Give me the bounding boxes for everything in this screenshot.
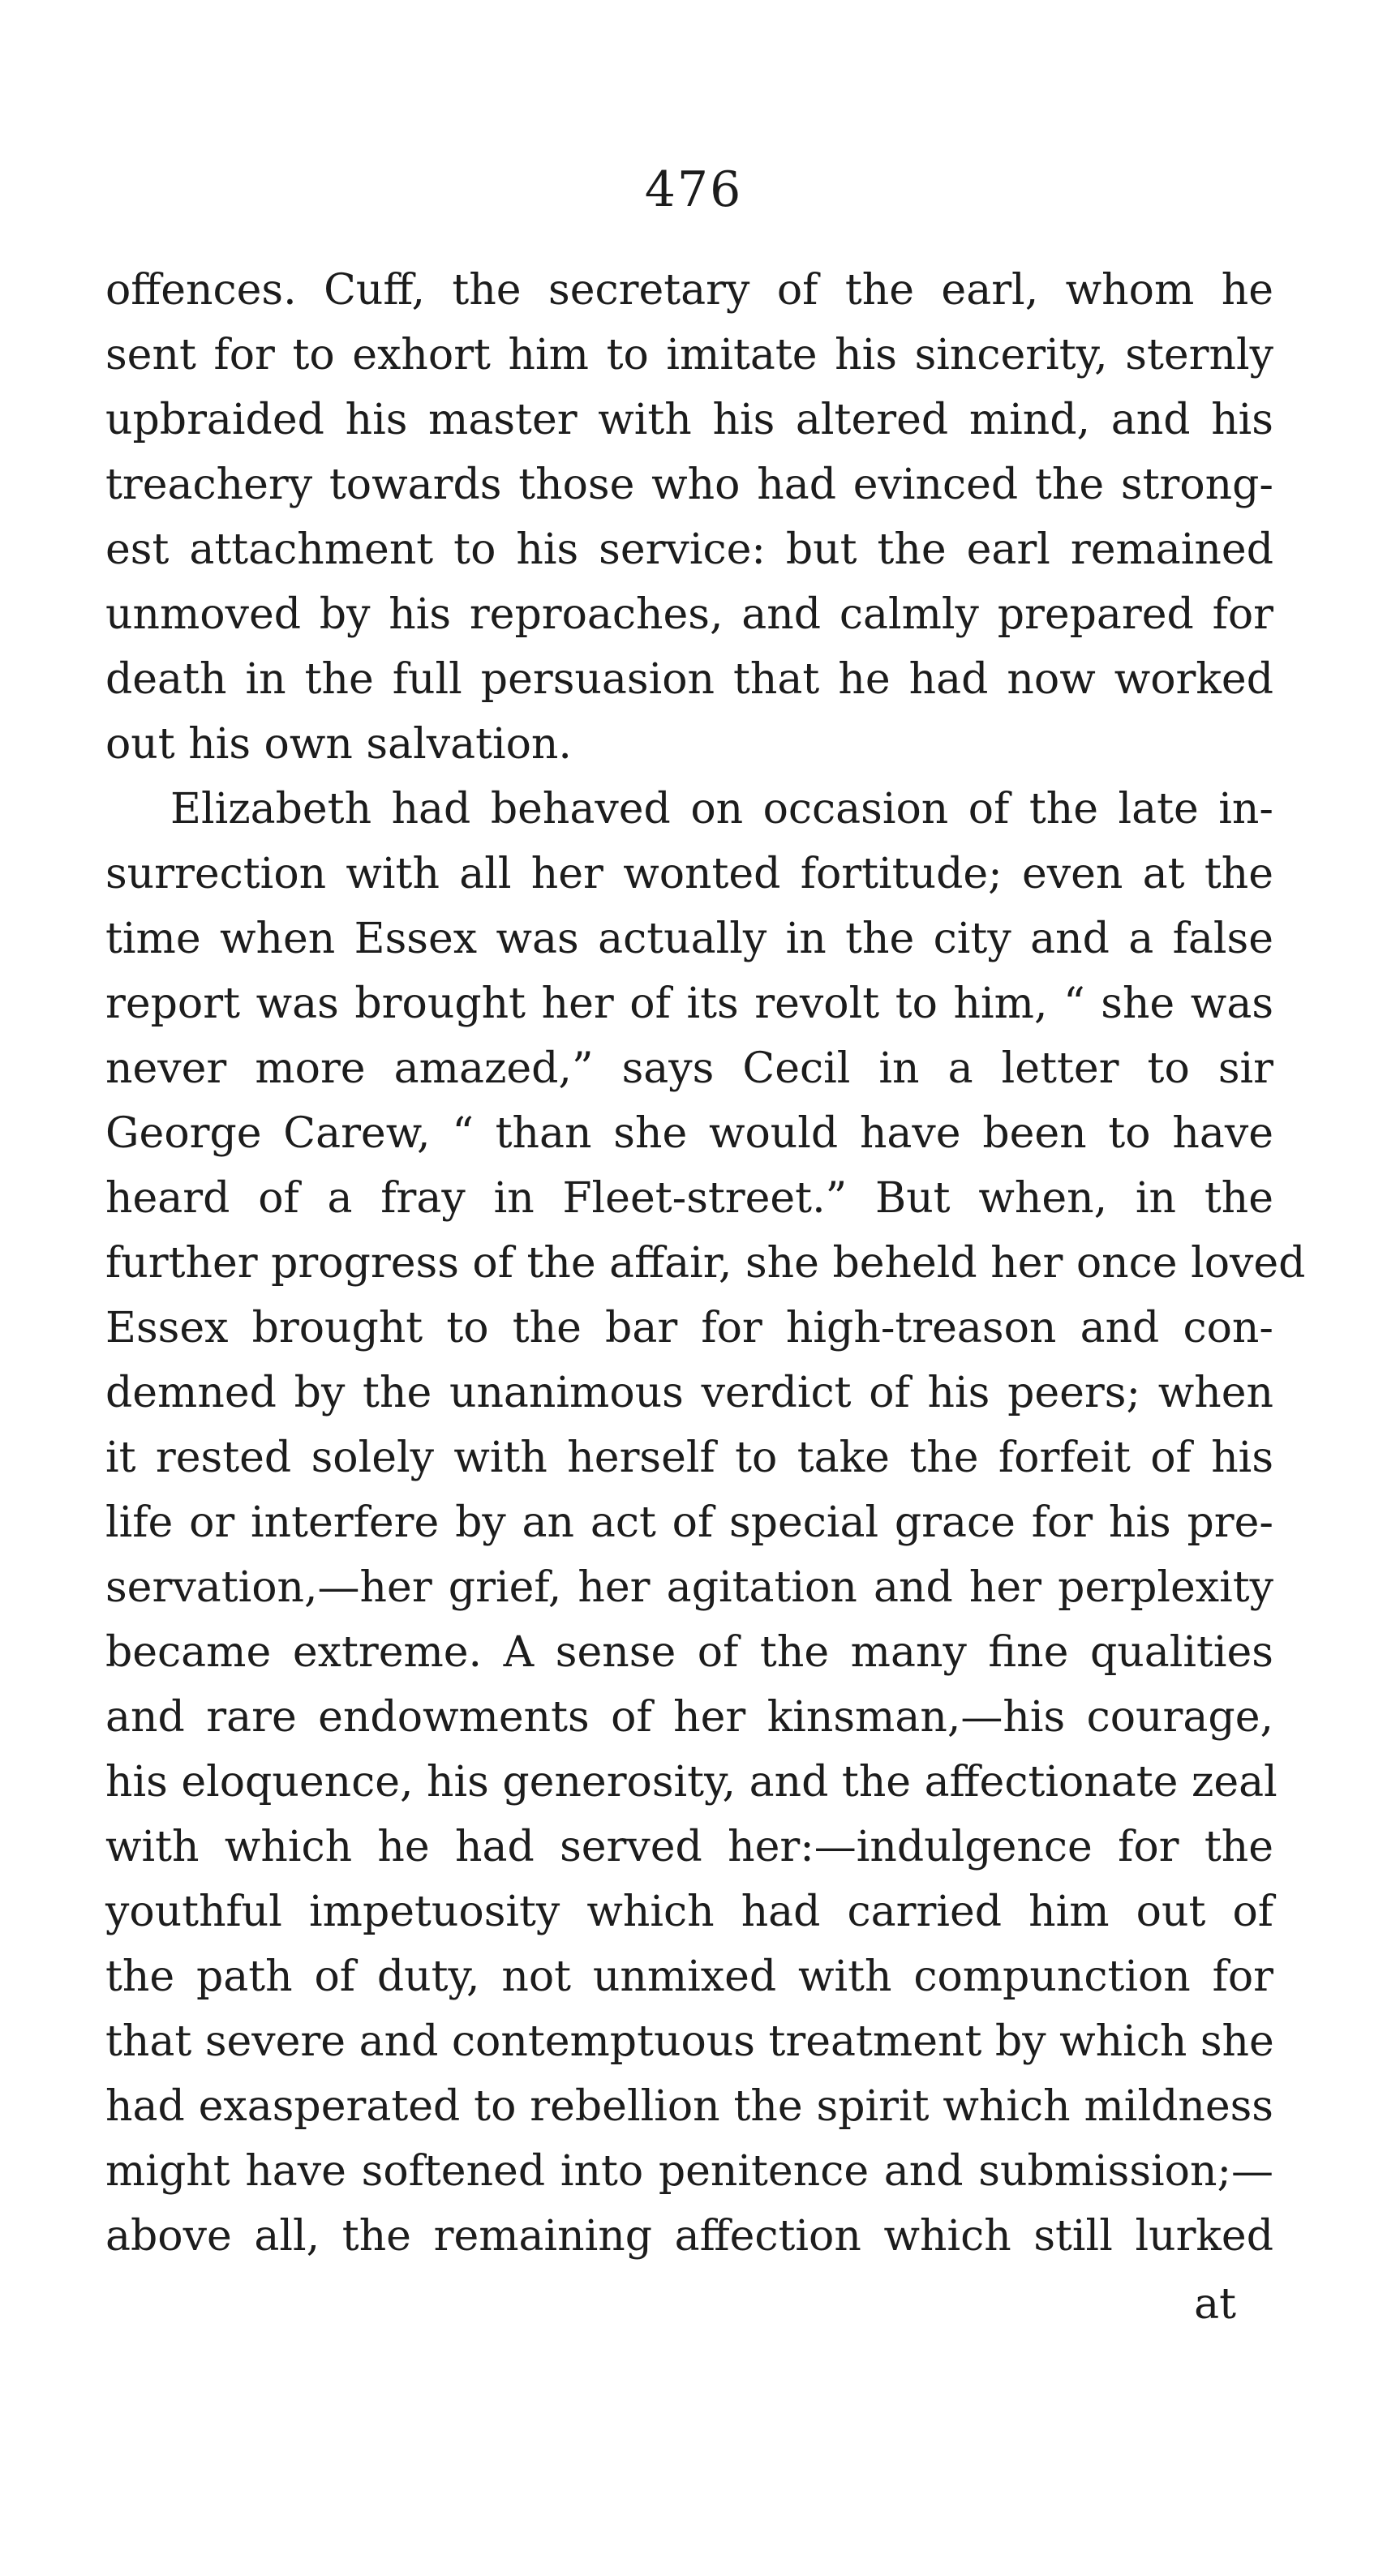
text-line: and rare endowments of her kinsman,—his courage, bbox=[105, 1693, 1273, 1742]
text-line: surrection with all her wonted fortitude; even at the bbox=[105, 850, 1273, 898]
text-line: youthful impetuosity which had carried him out of bbox=[105, 1888, 1273, 1936]
text-line: with which he had served her:—indulgence for the bbox=[105, 1823, 1273, 1871]
text-line: out his own salvation. bbox=[105, 720, 572, 769]
text-line: George Carew, “ than she would have been to have bbox=[105, 1109, 1273, 1158]
text-line: never more amazed,” says Cecil in a letter to sir bbox=[105, 1044, 1273, 1093]
text-line: above all, the remaining affection which still lurked bbox=[105, 2212, 1273, 2261]
text-line: demned by the unanimous verdict of his peers; when bbox=[105, 1369, 1273, 1417]
text-line: his eloquence, his generosity, and the affectionate zeal bbox=[105, 1758, 1278, 1807]
text-line: treachery towards those who had evinced the strong- bbox=[105, 461, 1273, 509]
text-line: it rested solely with herself to take the forfeit of his bbox=[105, 1434, 1273, 1482]
text-line: became extreme. A sense of the many fine qualities bbox=[105, 1628, 1273, 1677]
text-line: the path of duty, not unmixed with compunction for bbox=[105, 1952, 1273, 2001]
page-number: 476 bbox=[644, 161, 743, 218]
paragraph-1 bbox=[105, 258, 1273, 777]
text-line: unmoved by his reproaches, and calmly prepared for bbox=[105, 590, 1273, 639]
text-line: time when Essex was actually in the city and a false bbox=[105, 915, 1273, 963]
text-line: Elizabeth had behaved on occasion of the late in- bbox=[170, 785, 1273, 834]
text-line: est attachment to his service: but the earl remained bbox=[105, 525, 1273, 574]
text-line: report was brought her of its revolt to him, “ she was bbox=[105, 979, 1273, 1028]
text-line: sent for to exhort him to imitate his sincerity, sternly bbox=[105, 331, 1273, 379]
text-line: upbraided his master with his altered mind, and his bbox=[105, 396, 1273, 444]
text-line: Essex brought to the bar for high-treason and con- bbox=[105, 1304, 1273, 1352]
text-line: life or interfere by an act of special grace for his pre- bbox=[105, 1498, 1273, 1547]
text-line: further progress of the affair, she beheld her once loved bbox=[105, 1239, 1306, 1288]
text-line: might have softened into penitence and submission;— bbox=[105, 2147, 1273, 2196]
text-line: death in the full persuasion that he had now worked bbox=[105, 655, 1273, 704]
text-line: had exasperated to rebellion the spirit which mildness bbox=[105, 2082, 1273, 2131]
text-line: that severe and contemptuous treatment by which she bbox=[105, 2017, 1274, 2066]
paragraph-2 bbox=[105, 777, 1306, 2269]
text-line: offences. Cuff, the secretary of the earl, whom he bbox=[105, 266, 1273, 315]
text-line: heard of a fray in Fleet-street.” But when, in the bbox=[105, 1174, 1273, 1223]
catchword: at bbox=[1194, 2280, 1236, 2329]
body-text bbox=[105, 258, 1306, 2269]
text-line: servation,—her grief, her agitation and her perplexity bbox=[105, 1563, 1273, 1612]
